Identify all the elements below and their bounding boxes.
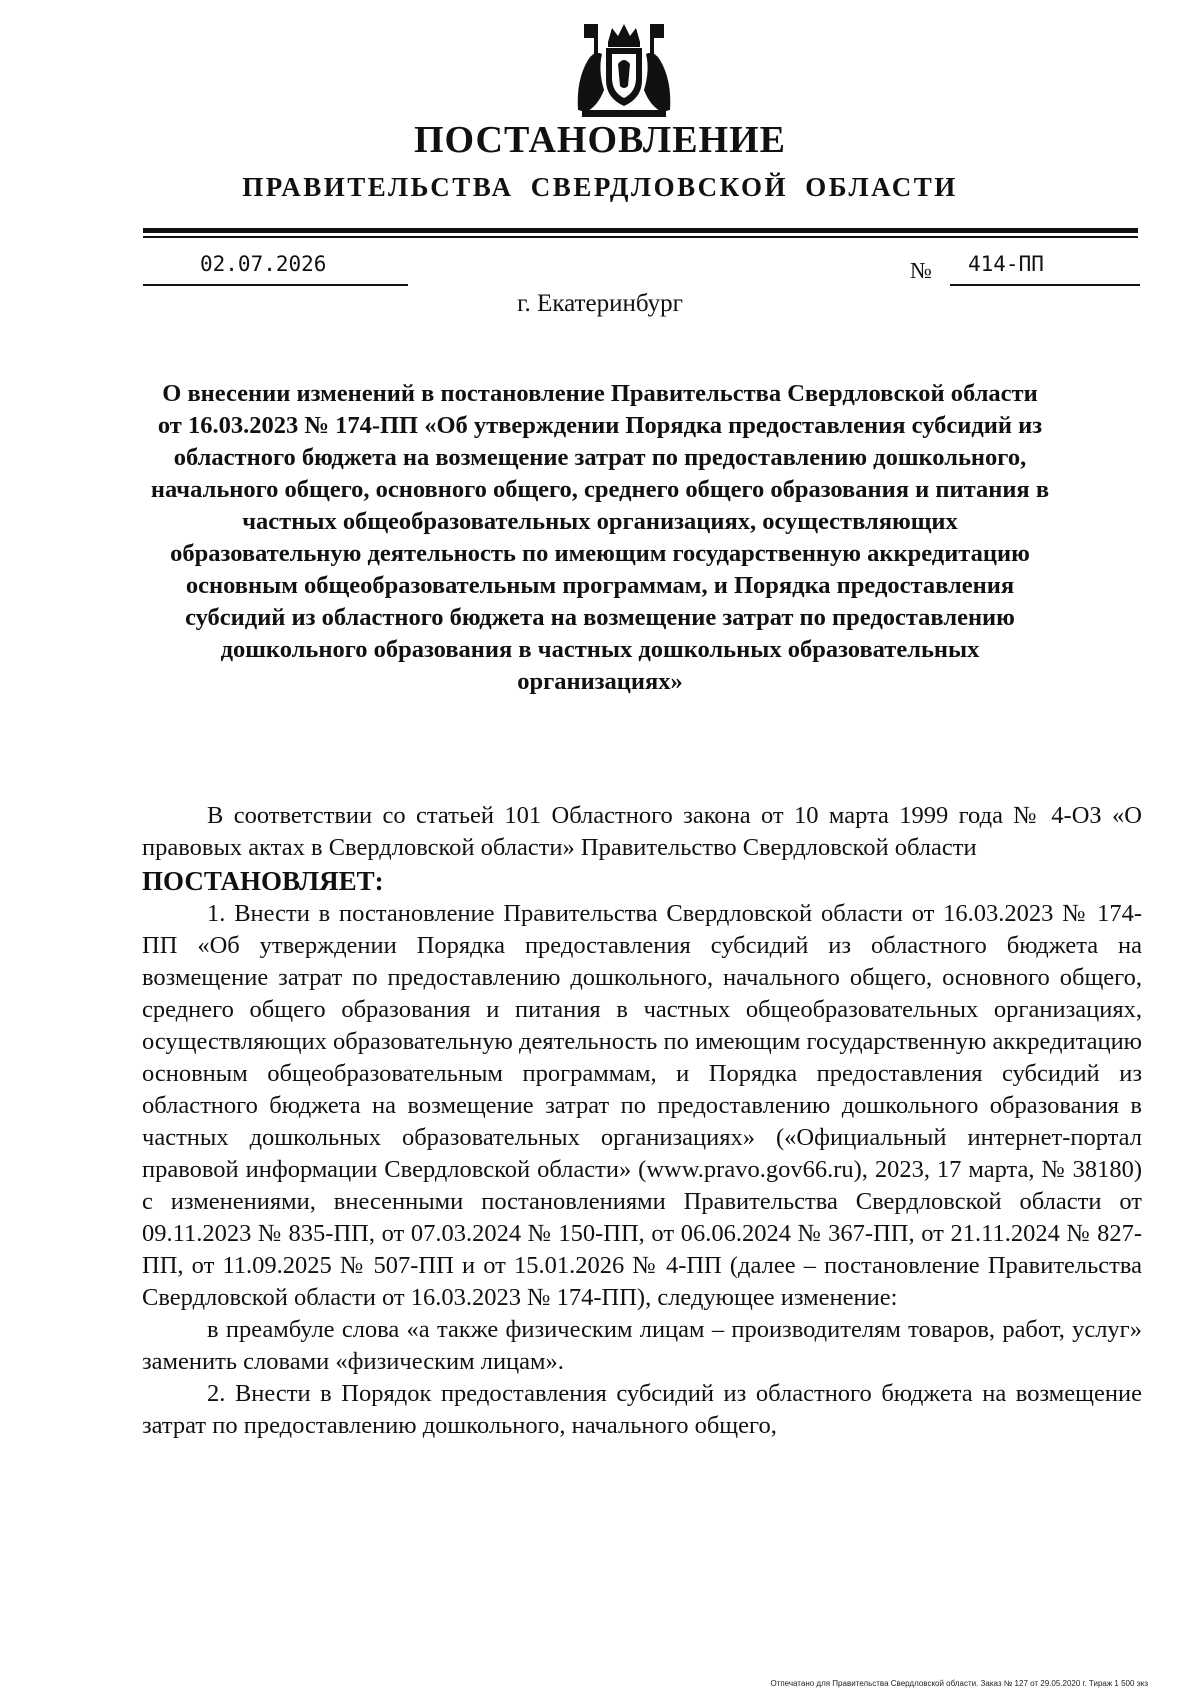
number-sign: № [910, 258, 932, 283]
document-subject: О внесении изменений в постановление Правительства Свердловской области от 16.03.2023 № 174-ПП «Об утверждении Порядка предоставления субсидий из областного бюджета на возмещение затрат по предоставлению дошкольного, начального общего, основного общего, среднего общего образования и питания в частных общеобразовательных организациях, осуществляющих образовательную деятельность по имеющим государственную аккредитацию основным общеобразовательным программам, и Порядка предоставления субсидий из областного бюджета на возмещение затрат по предоставлению дошкольного образования в частных дошкольных образовательных организациях» [150, 380, 1050, 695]
issuing-authority: ПРАВИТЕЛЬСТВА СВЕРДЛОВСКОЙ ОБЛАСТИ [242, 172, 958, 202]
document-date: 02.07.2026 [200, 252, 327, 276]
paragraph-1: 1. Внести в постановление Правительства Свердловской области от 16.03.2023 № 174-ПП «Об утверждении Порядка предоставления субсидий из областного бюджета на возмещение затрат по предоставлению дошкольного, начального общего, основного общего, среднего общего образования и питания в частных общеобразовательных организациях, осуществляющих образовательную деятельность по имеющим государственную аккредитацию основным общеобразовательным программам, и Порядка предоставления субсидий из областного бюджета на возмещение затрат по предоставлению дошкольного образования в частных дошкольных образовательных организациях» («Официальный интернет-портал правовой информации Свердловской области» (www.pravo.gov66.ru), 2023, 17 марта, № 38180) с изменениями, внесенными постановлениями Правительства Свердловской области от 09.11.2023 № 835-ПП, от 07.03.2024 № 150-ПП, от 06.06.2024 № 367-ПП, от 21.11.2024 № 827-ПП, от 11.09.2025 № 507-ПП и от 15.01.2026 № 4-ПП (далее – постановление Правительства Свердловской области от 16.03.2023 № 174-ПП), следующее изменение: [142, 900, 1142, 1311]
number-underline [950, 284, 1140, 286]
paragraph-2: 2. Внести в Порядок предоставления субсидий из областного бюджета на возмещение затрат по предоставлению дошкольного, начального общего, [142, 1380, 1142, 1439]
preamble-paragraph: В соответствии со статьей 101 Областного закона от 10 марта 1999 года № 4-ОЗ «О правовых актах в Свердловской области» Правительство Свердловской области [142, 802, 1142, 861]
document-body [142, 800, 1142, 1442]
coat-of-arms-icon [568, 20, 680, 120]
document-number: 414-ПП [968, 252, 1044, 276]
header-divider-thin [143, 236, 1138, 238]
header-divider [143, 228, 1138, 233]
document-city: г. Екатеринбург [517, 290, 683, 317]
paragraph-1-detail: в преамбуле слова «а также физическим лицам – производителям товаров, работ, услуг» заменить словами «физическим лицам». [142, 1316, 1142, 1375]
date-underline [143, 284, 408, 286]
print-footer: Отпечатано для Правительства Свердловской области. Заказ № 127 от 29.05.2020 г. Тираж 1 500 экз [770, 1679, 1148, 1688]
decree-word: ПОСТАНОВЛЯЕТ: [142, 866, 384, 896]
document-title: ПОСТАНОВЛЕНИЕ [413, 119, 787, 161]
